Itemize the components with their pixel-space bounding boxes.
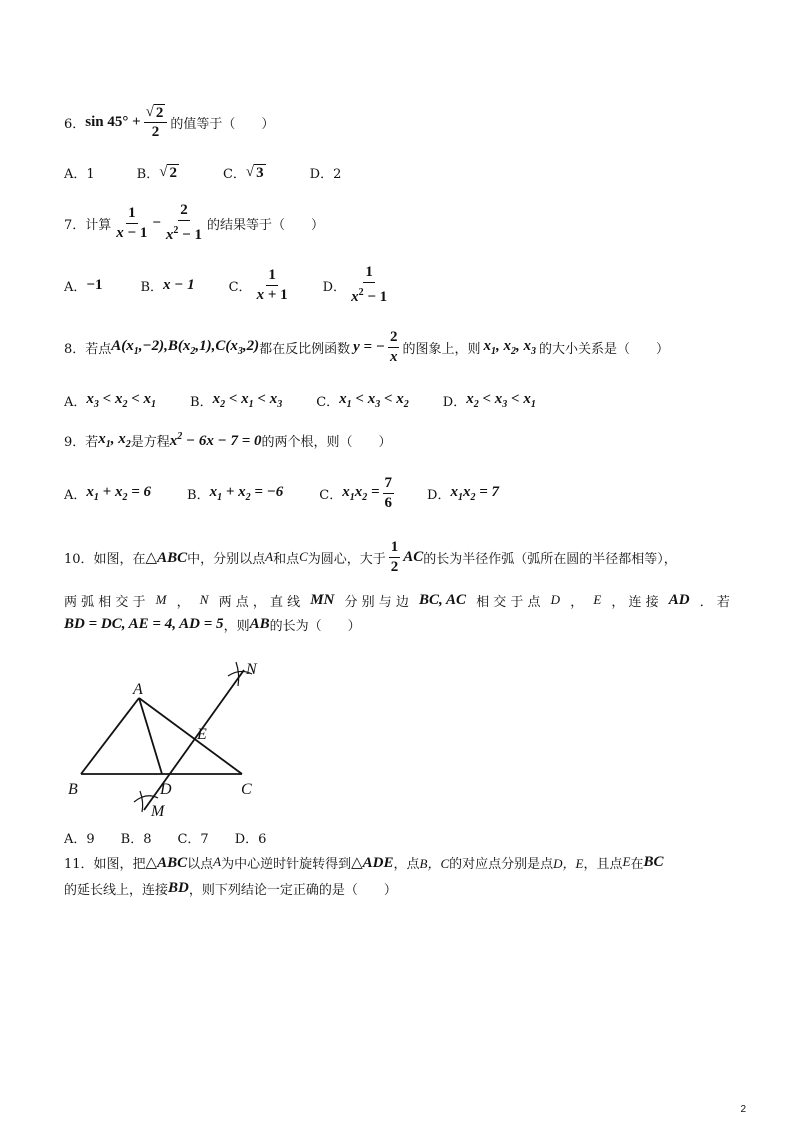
q7-options [64, 264, 392, 306]
segment-ad [139, 698, 162, 774]
label-a: A [133, 681, 143, 698]
q6-options [64, 162, 341, 182]
q6-option-c[interactable]: C． √ 3 [222, 163, 264, 182]
segment-ab [81, 698, 139, 774]
q8-option-d[interactable]: D． $x_2 < x_3 < x_1$ [442, 390, 536, 410]
q8-points: $A(x_1,-2),B(x_2,1),C(x_3,2)$ [111, 337, 260, 357]
label-n: N [246, 661, 257, 678]
q8-option-a[interactable]: A． $x_3 < x_2 < x_1$ [64, 390, 157, 410]
q7-option-c[interactable]: C． $\frac{1}{x + 1}$ [228, 266, 288, 303]
q9-option-d[interactable]: D． $x_1x_2 = 7$ [427, 483, 500, 503]
q8-options [64, 390, 536, 410]
line-mn [144, 670, 244, 810]
question-7: 7．计算 $\frac{1}{x - 1}$ − $\frac{2}{x^2 - 1}$ 的结果等于（ ） [64, 202, 324, 243]
q6-option-b[interactable]: B． √ 2 [136, 163, 177, 182]
triangle-construction-figure [60, 652, 280, 822]
q8-option-c[interactable]: C． $x_1 < x_3 < x_2$ [316, 390, 409, 410]
label-c: C [241, 781, 252, 798]
q9-options [64, 472, 499, 514]
q6-option-a[interactable]: A．1 [64, 166, 95, 182]
segment-ac [139, 698, 242, 774]
label-b: B [68, 781, 78, 798]
q9-option-a[interactable]: A． $x_1 + x_2 = 6$ [64, 483, 152, 503]
arc-near-n-2 [236, 662, 239, 686]
label-d: D [160, 781, 172, 798]
q6-option-d[interactable]: D．2 [309, 166, 342, 182]
q9-option-b[interactable]: B． $x_1 + x_2 = -6$ [187, 483, 284, 503]
q9-equation: $x^2 - 6x - 7 = 0$ [169, 430, 262, 449]
label-m: M [151, 803, 165, 820]
label-e: E [197, 726, 207, 743]
question-11-line-2: 的延长线上，连接 BD ，则下列结论一定正确的是（ ） [64, 879, 397, 898]
question-10-line-3: BD = DC, AE = 4, AD = 5 ，则 AB 的长为（ ） [64, 615, 361, 634]
page-number: 2 [740, 1104, 746, 1115]
question-10-line-2: 两 弧 相 交 于 M ， N 两 点 ， 直 线 MN 分 别 与 边 BC, AC 相 交 于 点 D ， E ， 连 接 AD ． 若 [64, 591, 730, 610]
question-9: 9．若 $x_1$, $x_2$ 是方程 $x^2 - 6x - 7 = 0$ 的两个根，则（ ） [64, 430, 392, 450]
q8-function: $\frac{2}{x}$ [389, 328, 398, 365]
q7-fraction-2: $\frac{2}{x^2 - 1}$ [165, 202, 202, 243]
q6-sin-expr: sin 45° + [85, 113, 141, 130]
q6-fraction: √ 2 2 [144, 104, 168, 141]
q7-option-a[interactable]: A． −1 [64, 276, 103, 295]
q7-option-b[interactable]: B． x − 1 [140, 276, 195, 295]
q7-option-d[interactable]: D． $\frac{1}{x^2 - 1}$ [322, 264, 388, 305]
question-10-line-1: 10．如图，在 △ABC 中，分别以点 A 和点 C 为圆心，大于 $\frac{1}{2}$ AC 的长为半径作弧（弧所在圆的半径都相等）， [64, 538, 677, 575]
q9-option-c[interactable]: C． $x_1x_2$ = $\frac{7}{6}$ [319, 474, 393, 511]
q8-option-b[interactable]: B． $x_2 < x_1 < x_3$ [190, 390, 283, 410]
arc-near-m-1 [134, 796, 158, 802]
q7-fraction-1: $\frac{1}{x - 1}$ [116, 204, 148, 241]
question-8: 8．若点 $A(x_1,-2),B(x_2,1),C(x_3,2)$ 都在反比例函数 y = − $\frac{2}{x}$ 的图象上，则 $x_1$, $x_2$, $x_3$ 的大小关系是（ ） [64, 328, 669, 365]
q10-options[interactable]: A．9 B．8 C．7 D．6 [64, 831, 267, 847]
arc-near-m-2 [140, 791, 143, 812]
question-11-line-1: 11．如图，把 △ABC 以点 A 为中心逆时针旋转得到 △ADE ，点 B，C 的对应点分别是点 D，E ，且点 E 在 BC [64, 853, 664, 872]
question-6: 6． sin 45° + √ 2 2 的值等于（ ） [64, 103, 275, 140]
